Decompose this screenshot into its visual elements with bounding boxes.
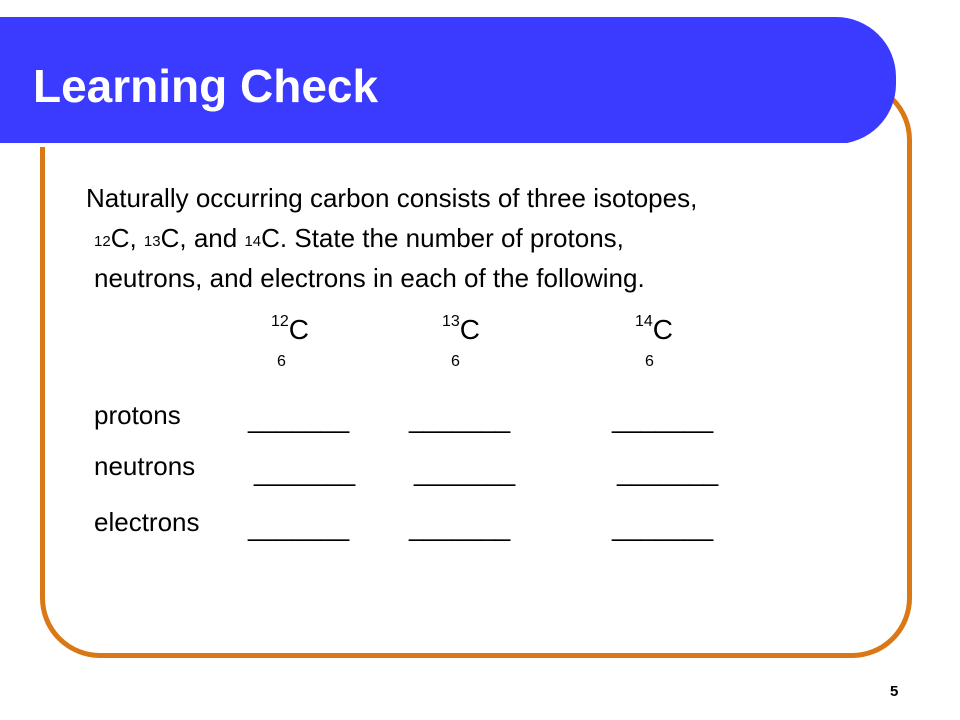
isotope-14c <box>635 313 674 345</box>
iso-13-symbol-inline: C, and <box>160 223 245 253</box>
isotope-13c-mass: 13 <box>442 313 460 330</box>
electrons-blank-14c: _______ <box>612 512 714 542</box>
isotope-14c-mass: 14 <box>635 313 653 330</box>
intro-text <box>86 178 886 298</box>
isotope-13c <box>442 313 481 345</box>
neutrons-blank-14c: _______ <box>617 457 719 487</box>
isotope-14c-atomic-number: 6 <box>645 353 654 370</box>
isotope-12c-symbol: C <box>288 314 310 345</box>
row-label-electrons: electrons <box>94 507 200 537</box>
iso-14-mass-inline: 14 <box>244 233 262 250</box>
isotope-12c-mass: 12 <box>271 313 289 330</box>
isotope-14c-symbol: C <box>652 314 674 345</box>
iso-12-mass-inline: 12 <box>94 233 111 250</box>
content-frame <box>40 80 912 658</box>
intro-line-2 <box>86 218 886 258</box>
isotope-12c <box>271 313 310 345</box>
iso-12-symbol-inline: C, <box>110 223 144 253</box>
page-number: 5 <box>890 683 899 700</box>
electrons-blank-12c: _______ <box>248 512 350 542</box>
title-underline <box>0 143 848 147</box>
title-bar <box>0 17 896 144</box>
neutrons-blank-13c: _______ <box>414 457 516 487</box>
isotope-12c-atomic-number: 6 <box>277 353 286 370</box>
row-label-protons: protons <box>94 400 181 430</box>
isotope-13c-atomic-number: 6 <box>451 353 460 370</box>
protons-blank-12c: _______ <box>248 404 350 434</box>
iso-13-mass-inline: 13 <box>143 233 161 250</box>
intro-line-3: neutrons, and electrons in each of the following. <box>94 263 645 293</box>
protons-blank-13c: _______ <box>409 404 511 434</box>
intro-line-2-rest: C. State the number of protons, <box>261 223 624 253</box>
row-label-neutrons: neutrons <box>94 451 196 481</box>
isotope-13c-symbol: C <box>459 314 481 345</box>
neutrons-blank-12c: _______ <box>254 457 356 487</box>
protons-blank-14c: _______ <box>612 404 714 434</box>
slide-title: Learning Check <box>33 60 379 112</box>
intro-line-1: Naturally occurring carbon consists of three isotopes, <box>86 183 698 213</box>
electrons-blank-13c: _______ <box>409 512 511 542</box>
